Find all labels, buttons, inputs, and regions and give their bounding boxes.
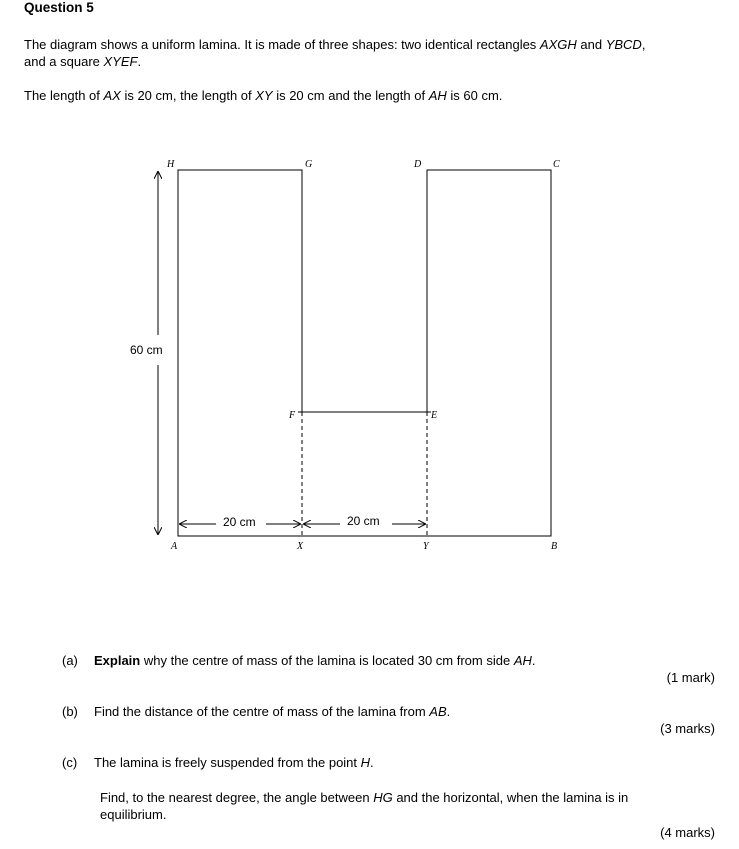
label-f: F (289, 410, 296, 421)
lamina-diagram (0, 150, 739, 560)
label-y: Y (423, 541, 429, 552)
part-b-marks: (3 marks) (660, 721, 715, 736)
dim-xy-label: 20 cm (347, 514, 380, 528)
dim-ax-label: 20 cm (223, 515, 256, 529)
label-c: C (553, 159, 560, 170)
question-title: Question 5 (24, 0, 94, 15)
part-c-marks: (4 marks) (660, 825, 715, 840)
part-b-text: Find the distance of the centre of mass of the lamina from AB. (94, 704, 451, 719)
label-g: G (305, 159, 313, 170)
label-a: A (171, 541, 178, 552)
part-a-label: (a) (62, 653, 78, 668)
part-c-label: (c) (62, 755, 78, 770)
label-e: E (431, 410, 438, 421)
lamina-outline (178, 170, 551, 536)
part-c-subtext: Find, to the nearest degree, the angle between HG and the horizontal, when the lamina is in equilibrium. (100, 790, 629, 822)
label-b: B (551, 541, 558, 552)
dim-height-label: 60 cm (130, 343, 163, 357)
given-lengths: The length of AX is 20 cm, the length of XY is 20 cm and the length of AH is 60 cm. (24, 88, 503, 103)
part-c-text: The lamina is freely suspended from the point H. (94, 755, 374, 770)
part-a-marks: (1 mark) (666, 670, 715, 685)
part-b-label: (b) (62, 704, 78, 719)
label-x: X (297, 541, 304, 552)
label-d: D (414, 159, 422, 170)
question-intro: The diagram shows a uniform lamina. It is made of three shapes: two identical rectangles AXGH and YBCD, and a square XYEF. (24, 37, 646, 69)
part-a-text: Explain why the centre of mass of the lamina is located 30 cm from side AH. (94, 653, 536, 668)
label-h: H (167, 159, 175, 170)
